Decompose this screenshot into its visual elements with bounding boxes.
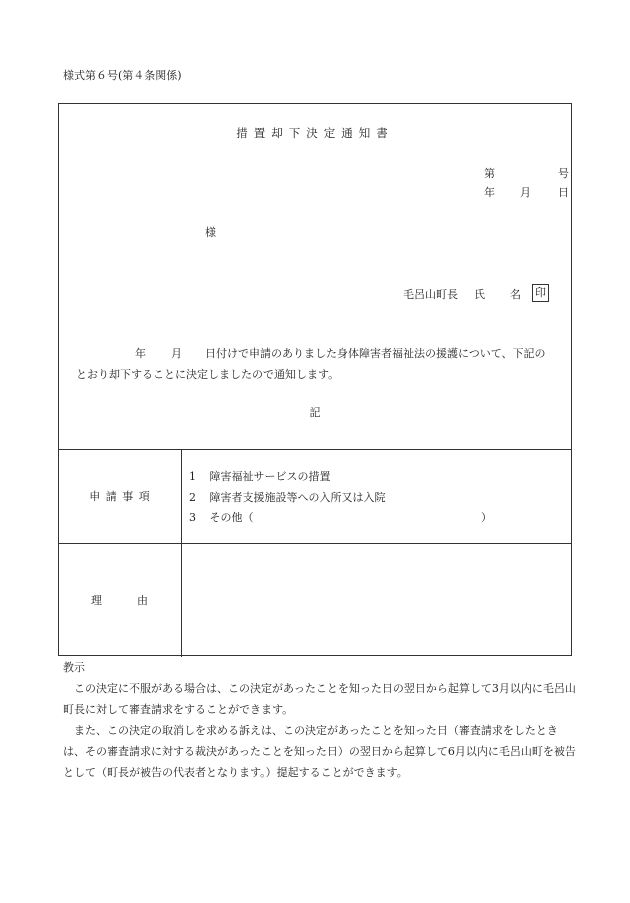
addressee-suffix: 様 (205, 226, 216, 239)
body-text-line-2: とおり却下することに決定しましたので通知します。 (76, 368, 340, 381)
other-close-paren: ） (481, 511, 492, 524)
date-month-label: 月 (520, 186, 531, 199)
application-item-1 (189, 468, 331, 484)
item-number: 1 (189, 470, 196, 483)
body-year-label: 年 (135, 347, 146, 360)
seal-mark: 印 (532, 284, 549, 302)
application-items-label: 申 請 事 項 (89, 490, 151, 503)
section-divider-1 (59, 449, 571, 450)
ki-heading: 記 (309, 406, 321, 419)
section-divider-2 (59, 543, 571, 544)
body-text-line-1: 日付けで申請のありました身体障害者福祉法の援護について、下記の (205, 347, 546, 360)
notice-form-box (58, 103, 572, 656)
item-text: その他（ (209, 511, 254, 524)
date-year-label: 年 (484, 186, 495, 199)
notice-title: 措置却下決定通知書 (236, 126, 394, 140)
item-number: 3 (189, 511, 196, 524)
instructions-paragraph-1: この決定に不服がある場合は、この決定があったことを知った日の翌日から起算して3月以内に毛呂山町長に対して審査請求をすることができます。 (63, 682, 576, 716)
name-label-2: 名 (510, 288, 521, 301)
application-item-3 (189, 509, 254, 525)
body-month-label: 月 (171, 347, 182, 360)
item-number: 2 (189, 491, 196, 504)
document-number-prefix: 第 (484, 167, 495, 180)
reason-label-2: 由 (137, 594, 148, 607)
issuer-title: 毛呂山町長 (403, 288, 458, 301)
instructions-paragraph-2: また、この決定の取消しを求める訴えは、この決定があったことを知った日（審査請求をしたときは、その審査請求に対する裁決があったことを知った日）の翌日から起算して6月以内に毛呂山町を被告として（町長が被告の代表者となります。）提起することができます。 (63, 724, 576, 779)
item-text: 障害者支援施設等への入所又は入院 (209, 491, 386, 504)
document-number-suffix: 号 (558, 167, 569, 180)
instructions-section (63, 657, 579, 783)
date-day-label: 日 (558, 186, 569, 199)
reason-label-1: 理 (91, 594, 102, 607)
application-item-2 (189, 489, 386, 505)
instructions-title: 教示 (63, 661, 85, 674)
form-number-label: 様式第６号(第４条関係) (63, 69, 182, 82)
item-text: 障害福祉サービスの措置 (209, 470, 331, 483)
name-label-1: 氏 (474, 288, 485, 301)
column-divider (181, 449, 182, 657)
